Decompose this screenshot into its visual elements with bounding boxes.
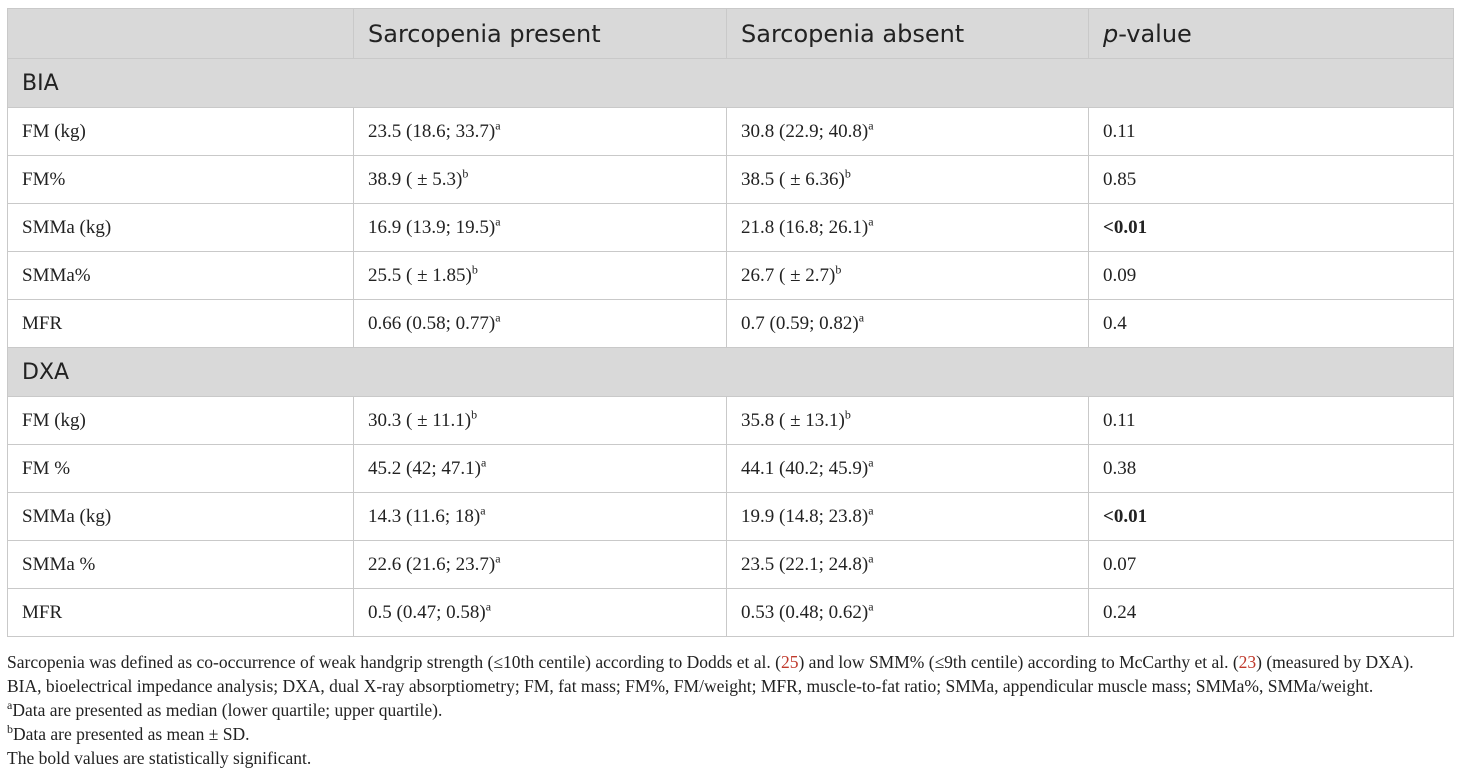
table-header-row [8, 9, 1454, 59]
header-blank-cell [8, 9, 354, 59]
section-title: DXA [8, 348, 1454, 397]
cell-present-value: 38.9 ( ± 5.3) [368, 168, 463, 190]
footnote-a [7, 698, 1457, 722]
table-row [8, 108, 1454, 156]
cell-absent-superscript: a [868, 214, 874, 229]
cell-present [354, 589, 727, 637]
reference-link-dodds[interactable]: 25 [780, 652, 799, 672]
cell-present-value: 25.5 ( ± 1.85) [368, 264, 472, 286]
cell-absent-superscript: a [868, 599, 874, 614]
footnote-definition-part3: ) (measured by DXA). [1256, 652, 1414, 672]
cell-absent-value: 26.7 ( ± 2.7) [741, 264, 836, 286]
row-label: MFR [8, 300, 354, 348]
cell-p-value: 0.4 [1089, 300, 1454, 348]
cell-absent [727, 397, 1089, 445]
cell-present [354, 156, 727, 204]
cell-absent [727, 541, 1089, 589]
results-table [7, 8, 1454, 637]
cell-absent-superscript: b [844, 407, 851, 422]
footnote-definition-part1: Sarcopenia was defined as co-occurrence of weak handgrip strength (≤10th centile) according to Dodds et al. ( [7, 652, 781, 672]
cell-present [354, 445, 727, 493]
cell-p-value: 0.07 [1089, 541, 1454, 589]
row-label: FM (kg) [8, 108, 354, 156]
row-label: SMMa % [8, 541, 354, 589]
cell-present-value: 23.5 (18.6; 33.7) [368, 120, 496, 142]
table-row [8, 445, 1454, 493]
cell-absent-superscript: a [868, 503, 874, 518]
reference-link-mccarthy[interactable]: 23 [1238, 652, 1257, 672]
cell-present-superscript: b [471, 262, 478, 277]
footnote-b-text: Data are presented as mean ± SD. [13, 724, 250, 744]
cell-p-value: 0.11 [1089, 108, 1454, 156]
table-row [8, 397, 1454, 445]
cell-present-value: 14.3 (11.6; 18) [368, 505, 481, 527]
row-label: MFR [8, 589, 354, 637]
cell-p-value: 0.11 [1089, 397, 1454, 445]
cell-absent-value: 30.8 (22.9; 40.8) [741, 120, 869, 142]
footnote-definition-part2: ) and low SMM% (≤9th centile) according to McCarthy et al. ( [798, 652, 1239, 672]
cell-present-superscript: b [462, 166, 469, 181]
cell-p-value: 0.38 [1089, 445, 1454, 493]
row-label: FM (kg) [8, 397, 354, 445]
cell-present [354, 493, 727, 541]
cell-absent [727, 204, 1089, 252]
cell-absent [727, 252, 1089, 300]
cell-present-superscript: a [485, 599, 492, 614]
cell-p-value: 0.09 [1089, 252, 1454, 300]
cell-absent [727, 589, 1089, 637]
footnote-b [7, 722, 1457, 746]
footnote-a-marker: a [7, 698, 13, 713]
cell-absent-superscript: a [868, 551, 874, 566]
cell-absent [727, 156, 1089, 204]
cell-present-value: 45.2 (42; 47.1) [368, 457, 481, 479]
cell-present-superscript: a [480, 455, 487, 470]
cell-absent-superscript: a [868, 118, 874, 133]
footnote-b-marker: b [7, 722, 13, 737]
cell-absent-superscript: a [858, 310, 865, 325]
cell-absent-superscript: a [868, 455, 874, 470]
table-row [8, 300, 1454, 348]
cell-p-value: <0.01 [1089, 493, 1454, 541]
cell-absent-superscript: b [844, 166, 851, 181]
table-footnotes [7, 650, 1457, 770]
cell-present-superscript: a [495, 551, 501, 566]
row-label: FM% [8, 156, 354, 204]
cell-present-superscript: b [471, 407, 478, 422]
cell-present-value: 30.3 ( ± 11.1) [368, 409, 472, 431]
row-label: SMMa% [8, 252, 354, 300]
cell-p-value: <0.01 [1089, 204, 1454, 252]
table-row [8, 156, 1454, 204]
cell-present-superscript: a [495, 118, 501, 133]
cell-absent [727, 108, 1089, 156]
cell-absent-value: 23.5 (22.1; 24.8) [741, 553, 869, 575]
cell-absent [727, 493, 1089, 541]
cell-absent [727, 445, 1089, 493]
cell-present-superscript: a [495, 310, 501, 325]
cell-present [354, 300, 727, 348]
header-sarcopenia-present: Sarcopenia present [354, 9, 727, 59]
cell-p-value: 0.24 [1089, 589, 1454, 637]
header-sarcopenia-absent: Sarcopenia absent [727, 9, 1089, 59]
table-row [8, 541, 1454, 589]
table-body [8, 59, 1454, 637]
footnote-abbreviations: BIA, bioelectrical impedance analysis; DXA, dual X-ray absorptiometry; FM, fat mass; FM%, FM/weight; MFR, muscle-to-fat ratio; SMMa, appendicular muscle mass; SMMa%, SMMa/weight. [7, 676, 1374, 696]
cell-present-value: 0.5 (0.47; 0.58) [368, 601, 486, 623]
cell-absent-value: 38.5 ( ± 6.36) [741, 168, 845, 190]
table-row [8, 493, 1454, 541]
footnote-bold-note: The bold values are statistically significant. [7, 748, 312, 768]
cell-absent-value: 0.7 (0.59; 0.82) [741, 312, 859, 334]
footnote-a-text: Data are presented as median (lower quartile; upper quartile). [12, 700, 443, 720]
cell-present-value: 16.9 (13.9; 19.5) [368, 216, 496, 238]
cell-absent-superscript: b [835, 262, 842, 277]
cell-present [354, 204, 727, 252]
section-title: BIA [8, 59, 1454, 108]
cell-present [354, 541, 727, 589]
cell-absent-value: 35.8 ( ± 13.1) [741, 409, 845, 431]
cell-absent-value: 0.53 (0.48; 0.62) [741, 601, 869, 623]
header-p-italic: p [1103, 19, 1119, 48]
results-table-container [7, 8, 1453, 637]
table-row [8, 589, 1454, 637]
cell-absent-value: 21.8 (16.8; 26.1) [741, 216, 869, 238]
cell-present-superscript: a [480, 503, 486, 518]
header-p-suffix: -value [1118, 19, 1192, 48]
cell-p-value: 0.85 [1089, 156, 1454, 204]
row-label: SMMa (kg) [8, 493, 354, 541]
table-row [8, 204, 1454, 252]
table-row [8, 252, 1454, 300]
cell-present [354, 108, 727, 156]
cell-present-value: 22.6 (21.6; 23.7) [368, 553, 496, 575]
cell-absent-value: 19.9 (14.8; 23.8) [741, 505, 869, 527]
cell-present [354, 397, 727, 445]
cell-absent [727, 300, 1089, 348]
section-row-dxa [8, 348, 1454, 397]
cell-present-value: 0.66 (0.58; 0.77) [368, 312, 496, 334]
footnote-definition [7, 650, 1457, 674]
cell-present [354, 252, 727, 300]
row-label: FM % [8, 445, 354, 493]
cell-absent-value: 44.1 (40.2; 45.9) [741, 457, 869, 479]
header-p-value [1089, 9, 1454, 59]
section-row-bia [8, 59, 1454, 108]
row-label: SMMa (kg) [8, 204, 354, 252]
cell-present-superscript: a [495, 214, 501, 229]
